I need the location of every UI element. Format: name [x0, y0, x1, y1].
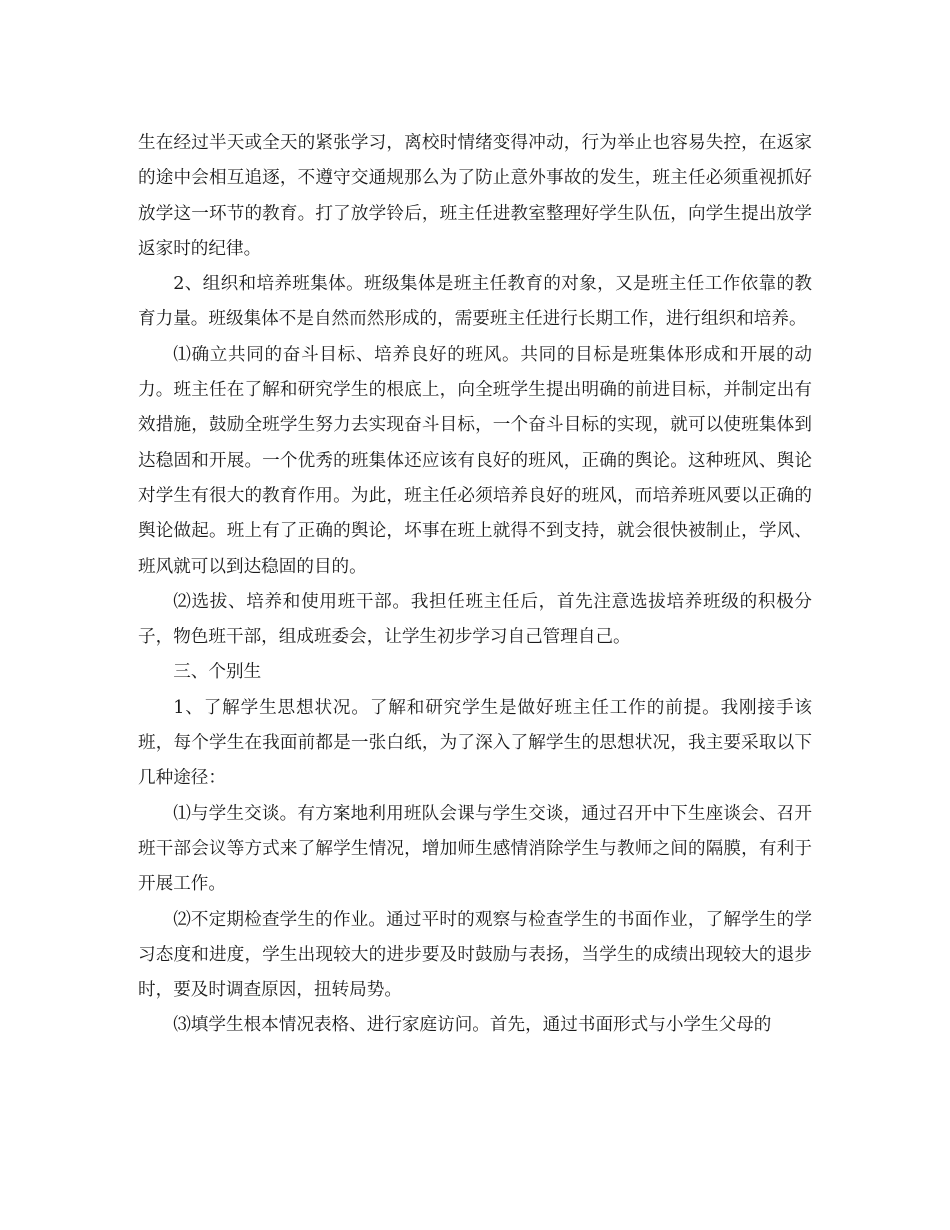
- paragraph-organize-class: 2、组织和培养班集体。班级集体是班主任教育的对象，又是班主任工作依靠的教育力量。班级集体不是自然而然形成的，需要班主任进行长期工作，进行组织和培养。: [138, 274, 812, 330]
- document-page: [138, 126, 812, 1044]
- paragraph-talk-with-students: ⑴与学生交谈。有方案地利用班队会课与学生交谈，通过召开中下生座谈会、召开班干部会议等方式来了解学生情况，增加师生感情消除学生与教师之间的隔膜，有利于开展工作。: [138, 803, 812, 895]
- paragraph-class-cadres: ⑵选拔、培养和使用班干部。我担任班主任后，首先注意选拔培养班级的积极分子，物色班干部，组成班委会，让学生初步学习自己管理自己。: [138, 591, 812, 648]
- paragraph-check-homework: ⑵不定期检查学生的作业。通过平时的观察与检查学生的书面作业，了解学生的学习态度和进度，学生出现较大的进步要及时鼓励与表扬，当学生的成绩出现较大的退步时，要及时调查原因，扭转局势。: [138, 909, 812, 1001]
- paragraph-home-visit: ⑶填学生根本情况表格、进行家庭访问。首先，通过书面形式与小学生父母的: [173, 1015, 772, 1036]
- paragraph-understand-students: 1、了解学生思想状况。了解和研究学生是做好班主任工作的前提。我刚接手该班，每个学生在我面前都是一张白纸，为了深入了解学生的思想状况，我主要采取以下几种途径：: [138, 697, 812, 789]
- paragraph-common-goal: ⑴确立共同的奋斗目标、培养良好的班风。共同的目标是班集体形成和开展的动力。班主任在了解和研究学生的根底上，向全班学生提出明确的前进目标，并制定出有效措施，鼓励全班学生努力去实现奋斗目标，一个奋斗目标的实现，就可以使班集体到达稳固和开展。一个优秀的班集体还应该有良好的班风，正确的舆论。这种班风、舆论对学生有很大的教育作用。为此，班主任必须培养良好的班风，而培养班风要以正确的舆论做起。班上有了正确的舆论，坏事在班上就得不到支持，就会很快被制止，学风、班风就可以到达稳固的目的。: [138, 344, 812, 577]
- paragraph-continuation: 生在经过半天或全天的紧张学习，离校时情绪变得冲动，行为举止也容易失控，在返家的途中会相互追逐，不遵守交通规那么为了防止意外事故的发生，班主任必须重视抓好放学这一环节的教育。打了放学铃后，班主任进教室整理好学生队伍，向学生提出放学返家时的纪律。: [138, 133, 812, 259]
- section-heading: 三、个别生: [173, 662, 262, 683]
